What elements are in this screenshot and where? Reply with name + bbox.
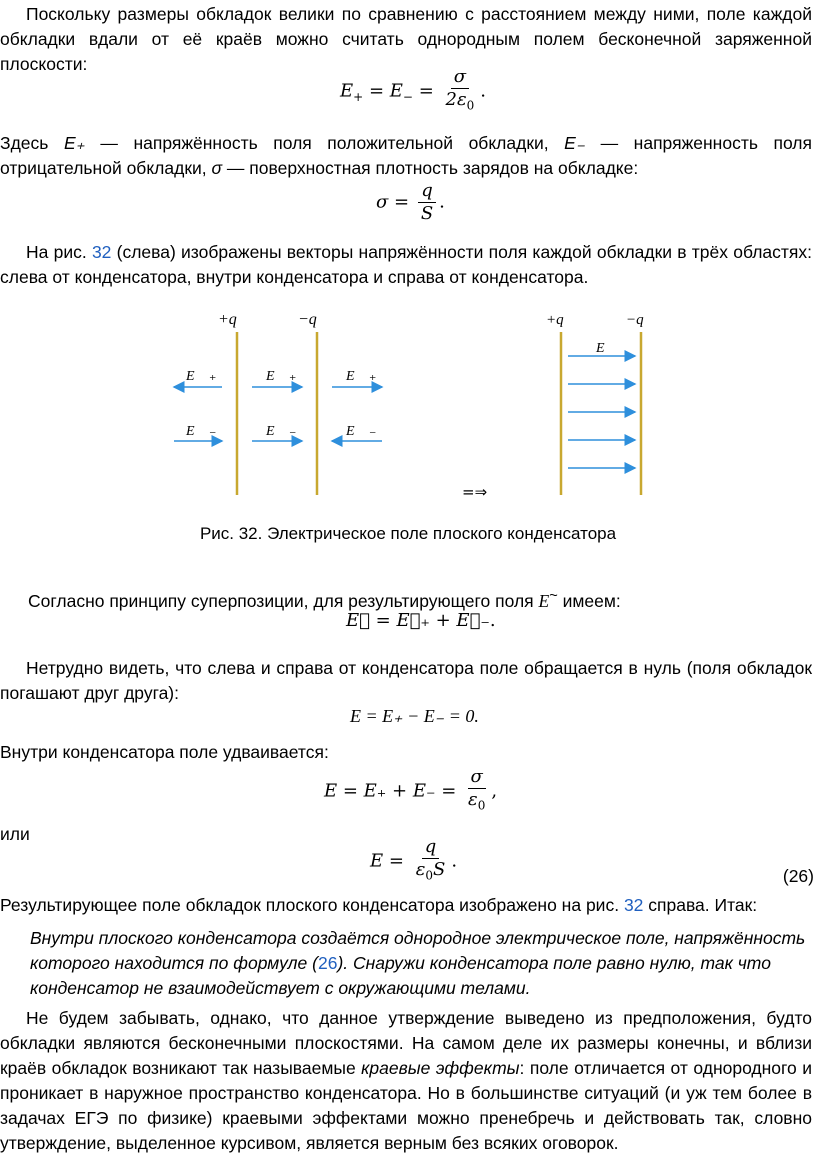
right-minus-charge: −q: [626, 312, 644, 328]
equation-number: (26): [782, 866, 814, 886]
implies-symbol: =⇒: [462, 483, 488, 501]
paragraph-superposition: Согласно принципу суперпозиции, для результирующего поля E~ имеем:: [28, 588, 621, 611]
left-minus-charge: −q: [298, 311, 317, 328]
figure-caption: Рис. 32. Электрическое поле плоского конденсатора: [199, 524, 617, 543]
label-e-plus-3: E⃗ ₊: [346, 369, 377, 384]
symbol-e-plus: E₊: [63, 133, 85, 153]
equation-outside-zero: E = E₊ − E₋ = 0.: [350, 706, 479, 726]
paragraph-figure-ref: На рис. 32 (слева) изображены векторы напряжённости поля каждой обкладки в трёх областях: слева от конденсатора, внутри конденсатора и справа от конденсатора.: [0, 242, 812, 287]
equation-field-plate: $E_+ = E_-$ = $\frac{\sigma}{2\varepsilon_0}$ .: [340, 66, 486, 113]
right-plus-charge: +q: [546, 312, 564, 328]
equation-inside-field: E = E₊ + E₋ = $\frac{\sigma}{\varepsilon_0}$ ,: [324, 766, 498, 813]
figure-link[interactable]: 32: [91, 242, 112, 262]
paragraph-intro: Поскольку размеры обкладок велики по сравнению с расстоянием между ними, поле каждой обкладки вдали от её краёв можно считать однородным полем бесконечной заряженной плоскости:: [0, 4, 812, 74]
paragraph-definitions: Здесь E₊ — напряжённость поля положительной обкладки, E₋ — напряженность поля отрицательной обкладки, σ — поверхностная плотность зарядов на обкладке:: [0, 133, 812, 178]
label-e-plus-1: E⃗ ₊: [186, 369, 217, 384]
left-plus-charge: +q: [218, 311, 237, 328]
label-e-plus-2: E⃗ ₊: [266, 369, 297, 384]
formula-link[interactable]: 26: [317, 953, 338, 973]
word-or: или: [0, 824, 30, 844]
paragraph-result: Результирующее поле обкладок плоского конденсатора изображено на рис. 32 справа. Итак:: [0, 895, 758, 915]
equation-26: E = $\frac{q}{\varepsilon_0S}$ .: [370, 836, 458, 883]
equation-superposition: E⃗ = E⃗₊ + E⃗₋.: [346, 610, 496, 631]
capacitor-field-figure: [0, 300, 816, 510]
equation-surface-density: σ = $\frac{q}{S}$ .: [376, 180, 445, 224]
paragraph-edge-effects: Не будем забывать, однако, что данное утверждение выведено из предположения, будто обкладки являются бесконечными плоскостями. На самом деле их размеры конечны, и вблизи краёв обкладок возникают так называемые краевые эффекты: поле отличается от однородного и проникает в наружное пространство конденсатора. Но в большинстве ситуаций (и уж тем более в задачах ЕГЭ по физике) краевыми эффектами можно пренебречь и действовать так, словно утверждение, выделенное курсивом, является верным без всяких оговорок.: [0, 1008, 812, 1153]
symbol-e-minus: E₋: [564, 133, 586, 153]
right-e-label: E: [596, 341, 605, 356]
paragraph-conclusion: Внутри плоского конденсатора создаётся однородное электрическое поле, напряжённость которого находится по формуле (26). Снаружи конденсатора поле равно нулю, так что конденсатор не взаимодействует с окружающими телами.: [30, 928, 806, 998]
label-e-minus-2: E⃗ ₋: [266, 424, 297, 439]
label-e-minus-3: E⃗ ₋: [346, 424, 377, 439]
paragraph-outside-zero: Нетрудно видеть, что слева и справа от конденсатора поле обращается в нуль (поля обкладок погашают друг друга):: [0, 658, 812, 703]
figure-link-2[interactable]: 32: [623, 895, 644, 915]
label-e-minus-1: E⃗ ₋: [186, 424, 217, 439]
paragraph-inside-doubles: Внутри конденсатора поле удваивается:: [0, 742, 329, 762]
